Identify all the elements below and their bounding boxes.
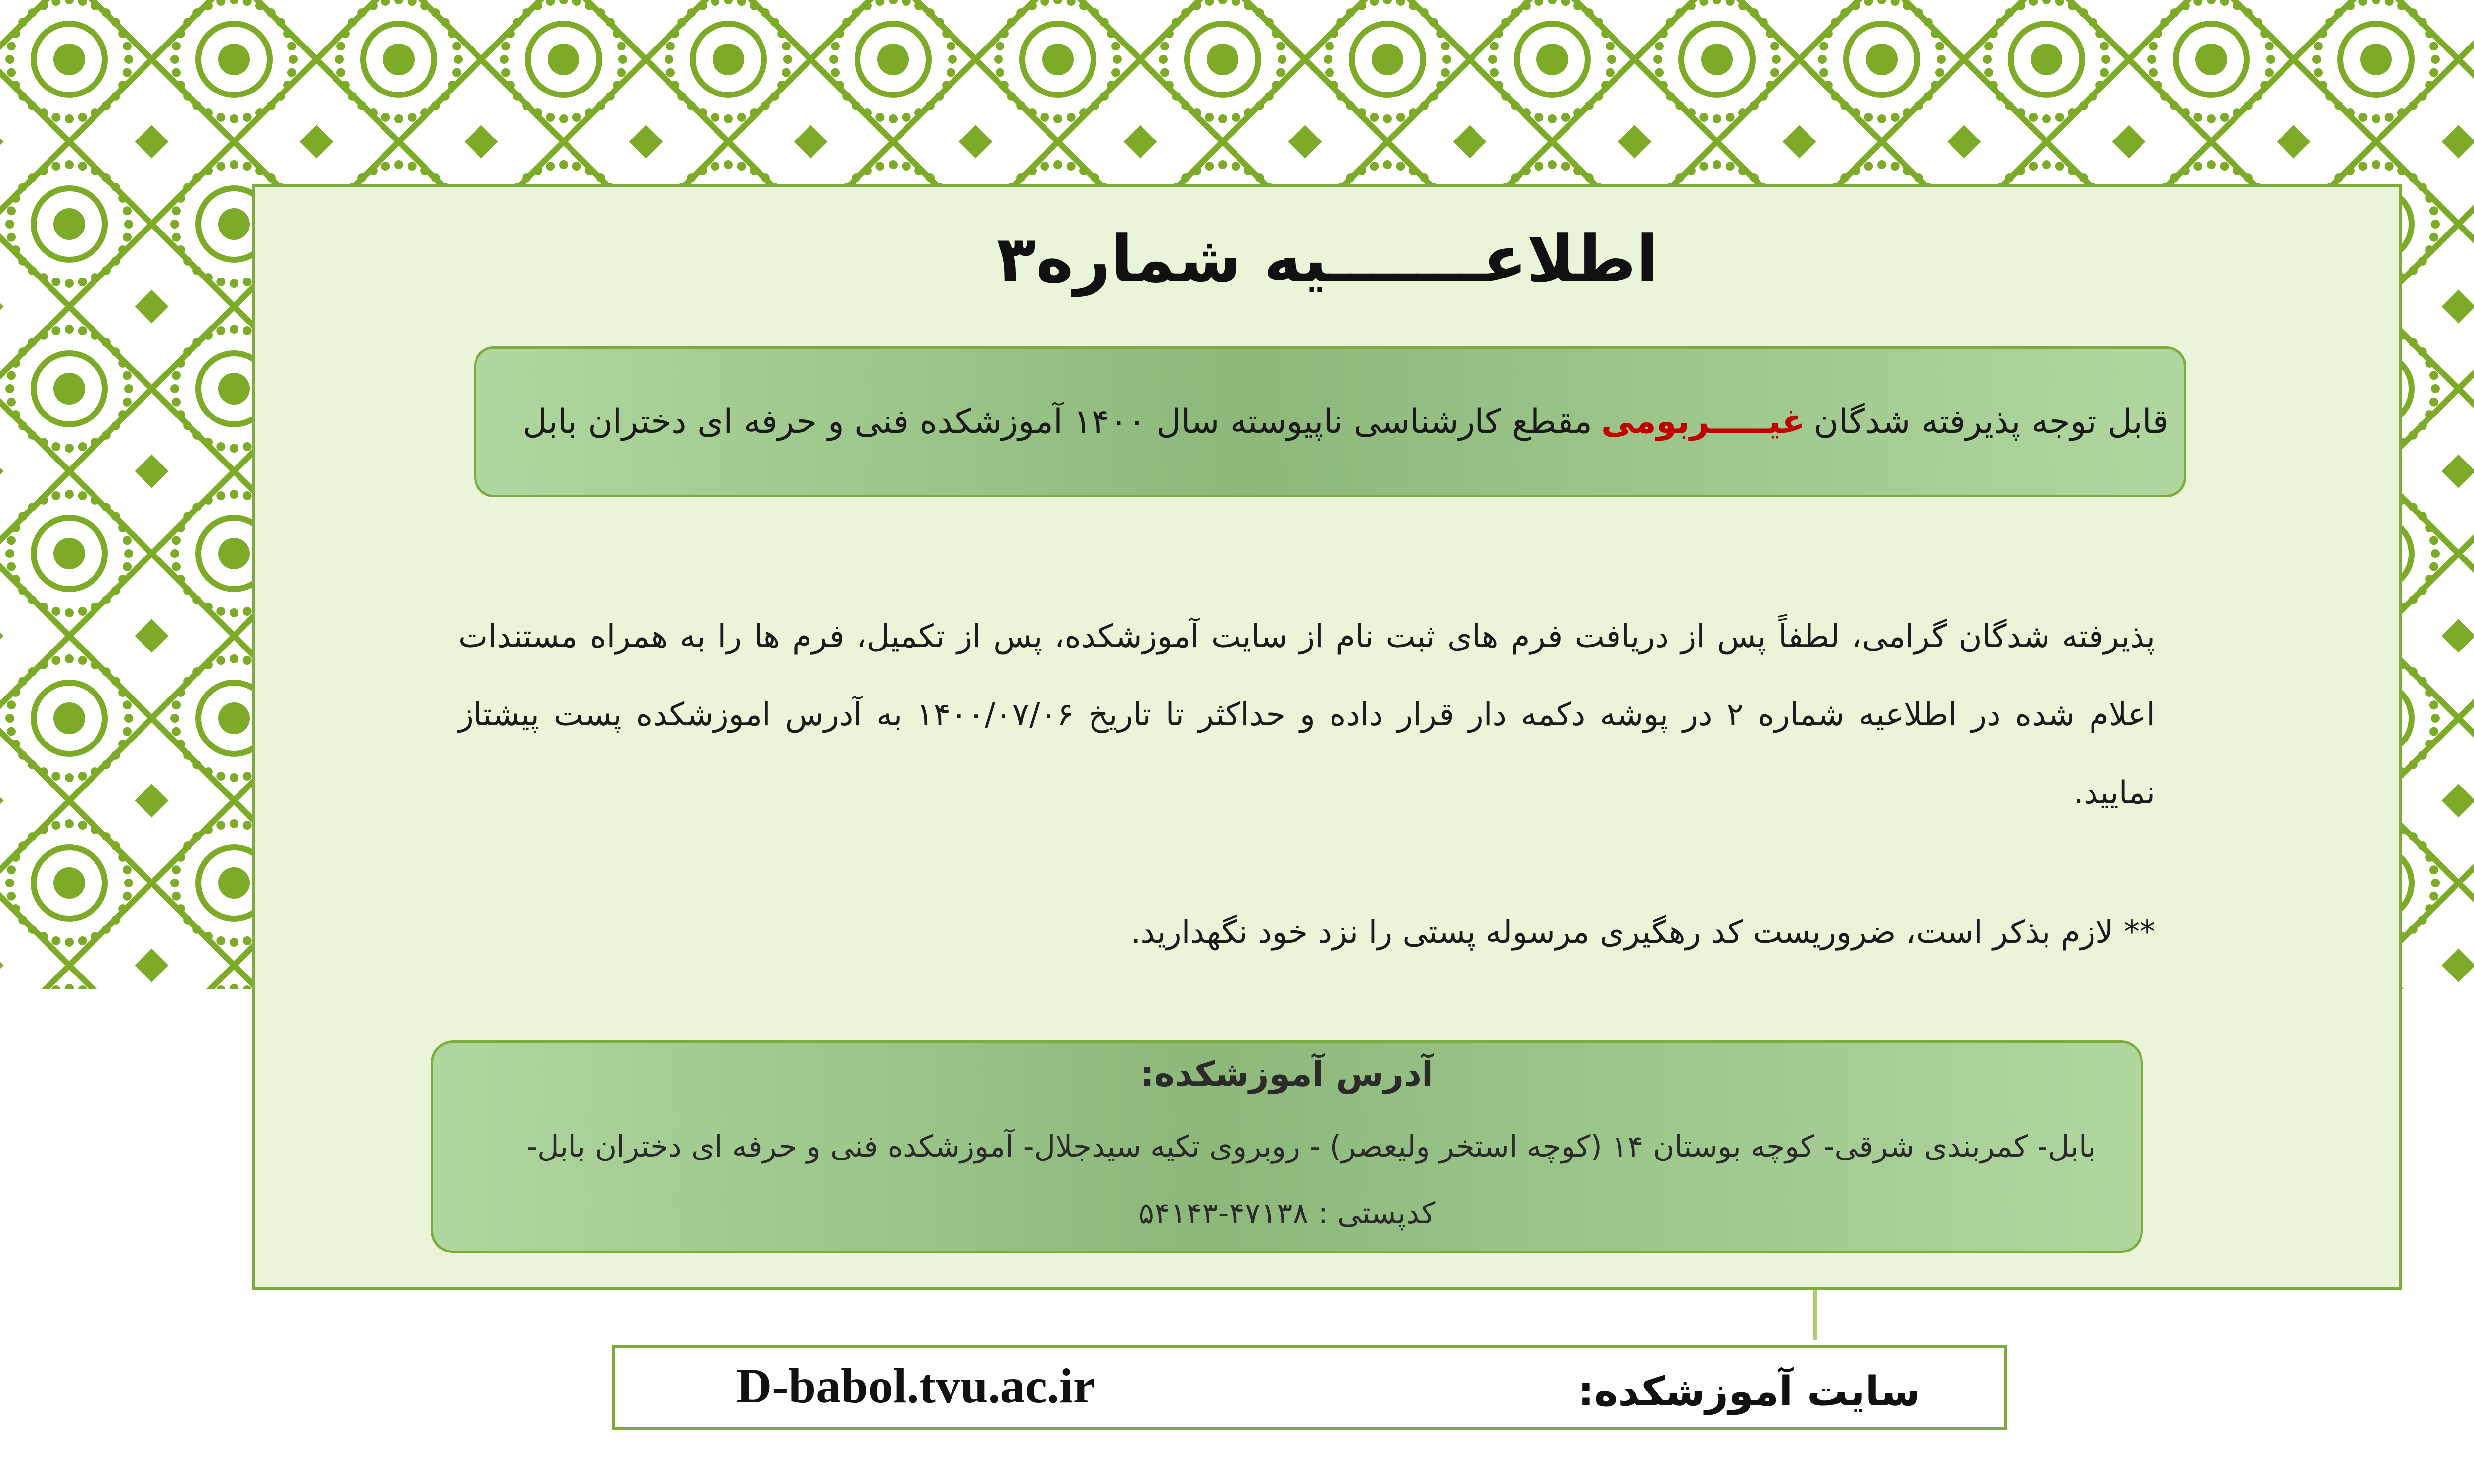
website-url[interactable]: D-babol.tvu.ac.ir bbox=[736, 1358, 1095, 1413]
intro-text-after: مقطع کارشناسی ناپیوسته سال ۱۴۰۰ آموزشکده فنی و حرفه ای دختران بابل bbox=[523, 402, 1592, 441]
website-box bbox=[612, 1345, 2007, 1430]
intro-highlight: غیـــــربومی bbox=[1601, 402, 1805, 441]
note-paragraph: ** لازم بذکر است، ضروریست کد رهگیری مرسوله پستی را نزد خود نگهدارید. bbox=[1130, 914, 2155, 951]
connector-line bbox=[1813, 1290, 1817, 1340]
page-title: اطلاعـــــــیه شماره۳ bbox=[996, 222, 1659, 297]
address-box bbox=[431, 1040, 2143, 1253]
website-label: سایت آموزشکده: bbox=[1578, 1368, 1920, 1415]
postal-code: کدپستی : ۴۷۱۳۸-۵۴۱۴۳ bbox=[1138, 1196, 1436, 1231]
body-paragraph: پذیرفته شدگان گرامی، لطفاً پس از دریافت فرم های ثبت نام از سایت آموزشکده، پس از تکمیل، فرم ها را به همراه مستندات اعلام شده در اطلاعیه شماره ۲ در پوشه دکمه دار قرار داده و حداکثر تا تاریخ ۱۴۰۰/۰۷/۰۶ به آدرس اموزشکده پست پیشتاز نمایید. bbox=[458, 618, 2156, 811]
address-line: بابل- کمربندی شرقی- کوچه بوستان ۱۴ (کوچه استخر ولیعصر) - روبروی تکیه سیدجلال- آموزشکده فنی و حرفه ای دختران بابل- bbox=[526, 1129, 2096, 1164]
intro-text-before: قابل توجه پذیرفته شدگان bbox=[1813, 402, 2169, 441]
address-title: آدرس آموزشکده: bbox=[1141, 1054, 1433, 1094]
announcement-panel bbox=[252, 184, 2402, 1290]
intro-box bbox=[474, 346, 2186, 497]
